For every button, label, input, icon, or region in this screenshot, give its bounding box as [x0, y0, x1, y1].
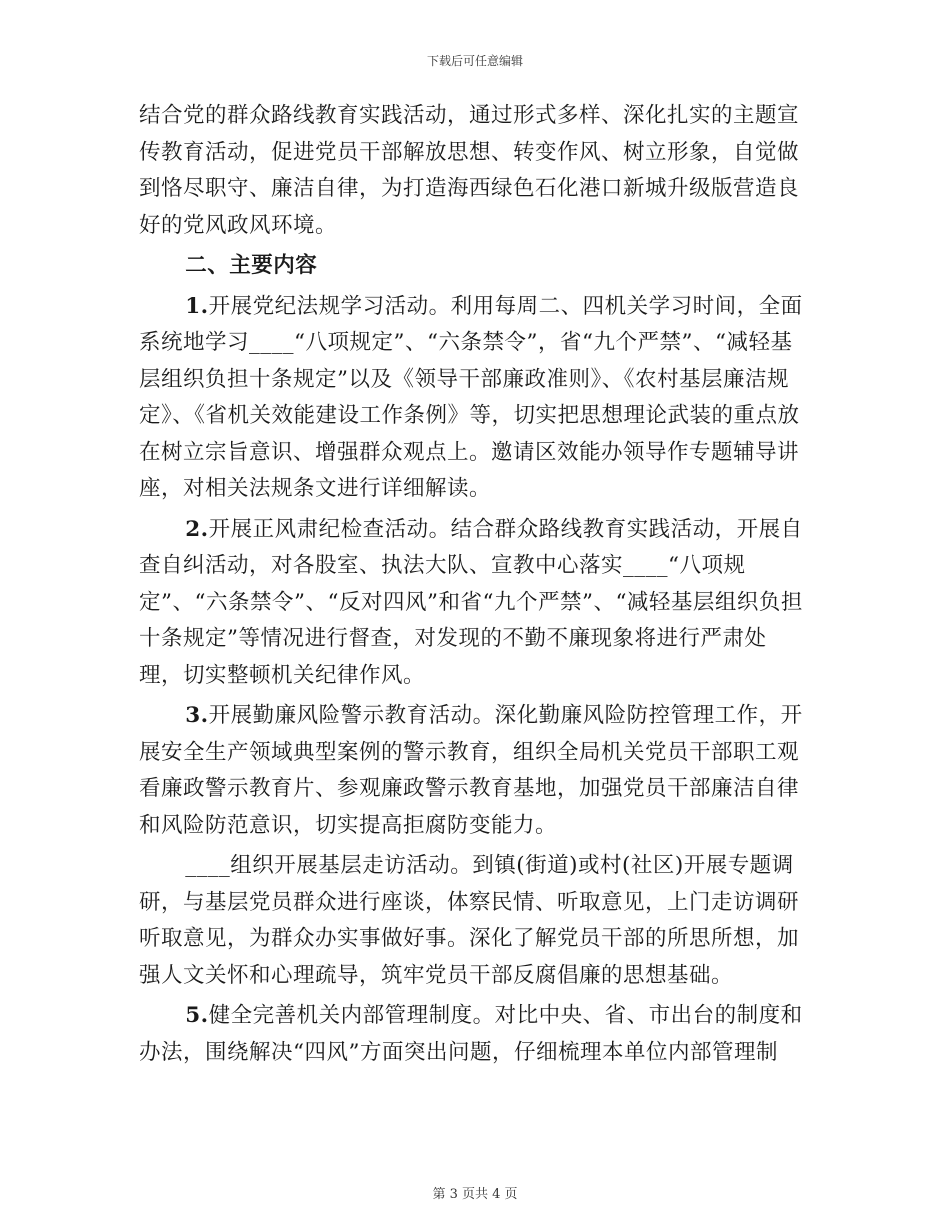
intro-paragraph: 结合党的群众路线教育实践活动，通过形式多样、深化扎实的主题宣传教育活动，促进党员干部解放思想、转变作风、树立形象，自觉做到恪尽职守、廉洁自律，为打造海西绿色石化港口新城升级版营造良好的党风政风环境。 [139, 103, 800, 238]
item-number: 2. [185, 516, 209, 542]
item-number: 3. [185, 703, 209, 728]
list-item-5 [139, 998, 809, 1071]
list-item-2 [139, 512, 809, 695]
item-text: ____组织开展基层走访活动。到镇(街道)或村(社区)开展专题调研，与基层党员群众进行座谈，体察民情、听取意见，上门走访调研听取意见，为群众办实事做好事。深化了解党员干部的所思所想，加强人文关怀和心理疏导，筑牢党员干部反腐倡廉的思想基础。 [139, 853, 800, 988]
page-header: 下载后可任意编辑 [426, 54, 523, 68]
list-item-4 [139, 848, 809, 994]
item-text: 健全完善机关内部管理制度。对比中央、省、市出台的制度和办法，围绕解决“四风”方面突出问题，仔细梳理本单位内部管理制 [139, 1003, 803, 1065]
list-item-1 [139, 289, 809, 508]
item-text: 开展正风肃纪检查活动。结合群众路线教育实践活动，开展自查自纠活动，对各股室、执法大队、宣教中心落实____“八项规定”、“六条禁令”、“反对四风”和省“九个严禁”、“减轻基层组织负担十条规定”等情况进行督查，对发现的不勤不廉现象将进行严肃处理，切实整顿机关纪律作风。 [139, 516, 803, 688]
item-text: 开展勤廉风险警示教育活动。深化勤廉风险防控管理工作，开展安全生产领域典型案例的警示教育，组织全局机关党员干部职工观看廉政警示教育片、参观廉政警示教育基地，加强党员干部廉洁自律和风险防范意识，切实提高拒腐防变能力。 [139, 703, 803, 838]
section-heading: 二、主要内容 [185, 253, 318, 278]
list-item-3 [139, 698, 809, 844]
item-number: 5. [185, 1003, 209, 1028]
item-text: 开展党纪法规学习活动。利用每周二、四机关学习时间，全面系统地学习____“八项规定”、“六条禁令”，省“九个严禁”、“减轻基层组织负担十条规定”以及《领导干部廉政准则》、《农村基层廉洁规定》、《省机关效能建设工作条例》等，切实把思想理论武装的重点放在树立宗旨意识、增强群众观点上。邀请区效能办领导作专题辅导讲座，对相关法规条文进行详细解读。 [139, 293, 803, 501]
page-footer: 第 3 页共 4 页 [432, 1187, 518, 1202]
document-body [139, 98, 809, 1071]
item-number: 1. [185, 293, 209, 319]
